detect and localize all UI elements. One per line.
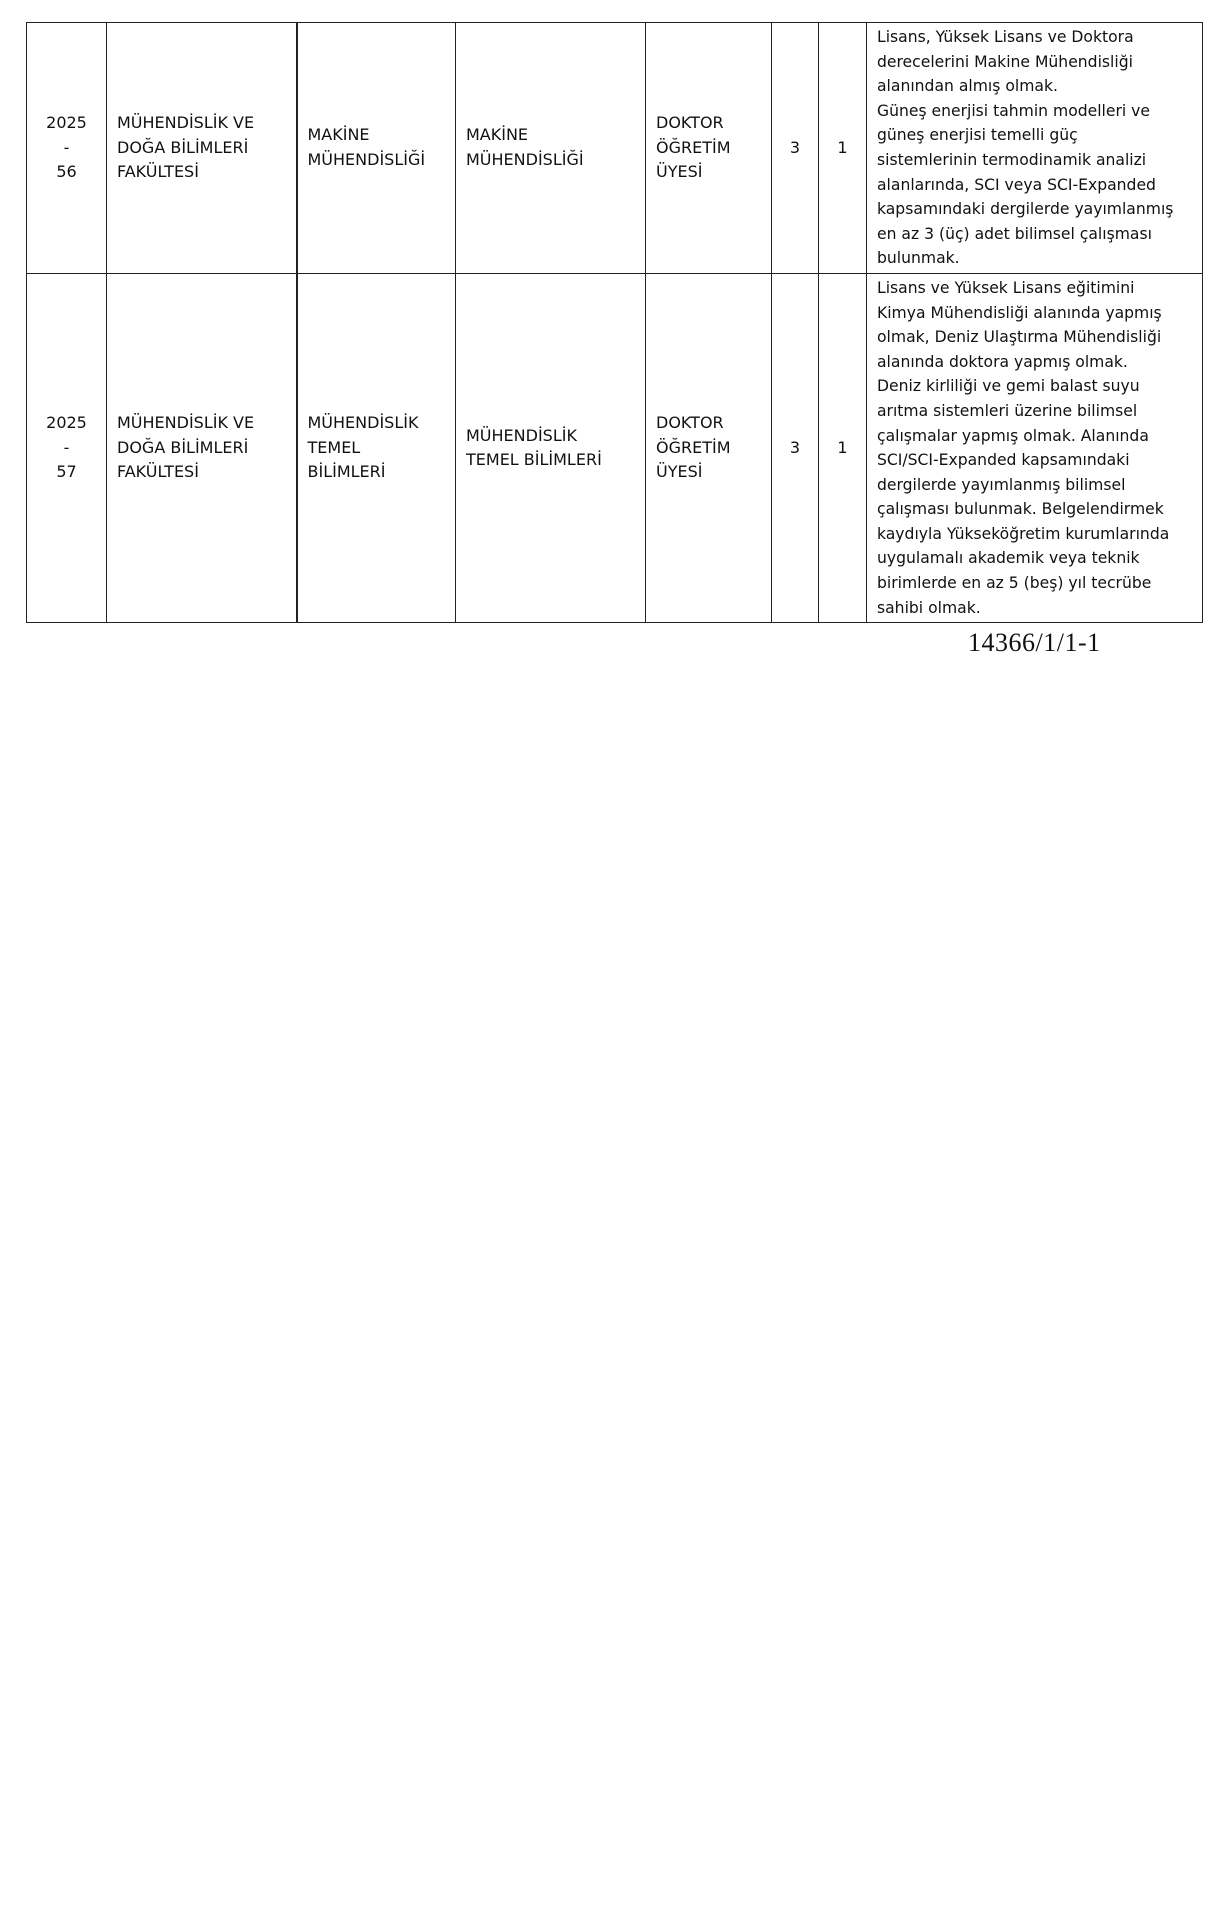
program-cell	[456, 23, 646, 274]
requirement-line: kaydıyla Yükseköğretim kurumlarında	[877, 524, 1170, 543]
table-row	[27, 273, 1203, 622]
requirement-line: bulunmak.	[877, 249, 960, 268]
title-cell	[646, 23, 772, 274]
requirements-cell	[867, 273, 1203, 622]
faculty-line: FAKÜLTESİ	[117, 462, 199, 482]
faculty-line: MÜHENDİSLİK VE	[117, 113, 255, 133]
program-line: MÜHENDİSLİK	[466, 425, 577, 445]
department-cell	[297, 273, 456, 622]
table-row	[27, 23, 1203, 274]
count-value: 1	[837, 437, 848, 457]
requirement-line: güneş enerjisi temelli güç	[877, 126, 1078, 145]
requirement-line: alanında doktora yapmış olmak.	[877, 352, 1128, 371]
program-line: TEMEL BİLİMLERİ	[466, 450, 602, 470]
requirement-line: sahibi olmak.	[877, 598, 981, 617]
requirement-line: olmak, Deniz Ulaştırma Mühendisliği	[877, 328, 1162, 347]
requirement-line: dergilerde yayımlanmış bilimsel	[877, 475, 1126, 494]
title-line: ÜYESİ	[656, 462, 703, 482]
position-code-number: 56	[56, 162, 77, 182]
requirement-line: uygulamalı akademik veya teknik	[877, 549, 1140, 568]
position-code-year: 2025	[46, 113, 87, 133]
requirement-line: Güneş enerjisi tahmin modelleri ve	[877, 101, 1151, 120]
faculty-cell	[107, 273, 297, 622]
position-code-separator: -	[63, 137, 70, 157]
position-code-separator: -	[63, 437, 70, 457]
requirement-line: alanından almış olmak.	[877, 77, 1058, 96]
program-line: MÜHENDİSLİĞİ	[466, 149, 584, 169]
title-cell	[646, 273, 772, 622]
degree-cell	[772, 23, 819, 274]
department-line: BİLİMLERİ	[307, 462, 386, 482]
title-line: ÖĞRETİM	[656, 437, 731, 457]
department-line: MAKİNE	[307, 125, 370, 145]
position-code-year: 2025	[46, 413, 87, 433]
count-cell	[819, 273, 867, 622]
document-number: 14366/1/1-1	[968, 628, 1101, 657]
requirement-line: Lisans, Yüksek Lisans ve Doktora	[877, 28, 1134, 46]
requirement-line: Deniz kirliliği ve gemi balast suyu	[877, 377, 1140, 396]
department-line: MÜHENDİSLİĞİ	[307, 149, 426, 169]
position-listing-table	[26, 22, 1203, 623]
position-code-cell	[27, 23, 107, 274]
degree-cell	[772, 273, 819, 622]
requirement-line: SCI/SCI-Expanded kapsamındaki	[877, 451, 1130, 470]
degree-value: 3	[789, 137, 801, 157]
requirement-line: çalışması bulunmak. Belgelendirmek	[877, 500, 1164, 519]
requirement-line: kapsamındaki dergilerde yayımlanmış	[877, 200, 1174, 219]
requirements-cell	[867, 23, 1203, 274]
count-cell	[819, 23, 867, 274]
position-code-number: 57	[56, 462, 77, 482]
faculty-line: DOĞA BİLİMLERİ	[117, 437, 249, 457]
requirement-line: derecelerini Makine Mühendisliği	[877, 52, 1133, 71]
department-line: TEMEL	[307, 437, 361, 457]
title-line: DOKTOR	[656, 413, 724, 433]
department-cell	[297, 23, 456, 274]
requirement-line: Kimya Mühendisliği alanında yapmış	[877, 303, 1162, 322]
faculty-line: DOĞA BİLİMLERİ	[117, 137, 249, 157]
requirement-line: alanlarında, SCI veya SCI-Expanded	[877, 175, 1156, 194]
count-value: 1	[837, 137, 848, 157]
department-line: MÜHENDİSLİK	[307, 413, 419, 433]
title-line: DOKTOR	[656, 113, 724, 133]
faculty-line: MÜHENDİSLİK VE	[117, 413, 255, 433]
degree-value: 3	[789, 437, 801, 457]
requirement-line: çalışmalar yapmış olmak. Alanında	[877, 426, 1149, 445]
title-line: ÜYESİ	[656, 162, 703, 182]
requirement-line: birimlerde en az 5 (beş) yıl tecrübe	[877, 574, 1152, 593]
requirement-line: sistemlerinin termodinamik analizi	[877, 150, 1147, 169]
position-code-cell	[27, 273, 107, 622]
program-cell	[456, 273, 646, 622]
program-line: MAKİNE	[466, 125, 529, 145]
title-line: ÖĞRETİM	[656, 137, 731, 157]
faculty-cell	[107, 23, 297, 274]
requirement-line: en az 3 (üç) adet bilimsel çalışması	[877, 224, 1152, 243]
faculty-line: FAKÜLTESİ	[117, 162, 199, 182]
requirement-line: Lisans ve Yüksek Lisans eğitimini	[877, 278, 1135, 297]
requirement-line: arıtma sistemleri üzerine bilimsel	[877, 401, 1138, 420]
